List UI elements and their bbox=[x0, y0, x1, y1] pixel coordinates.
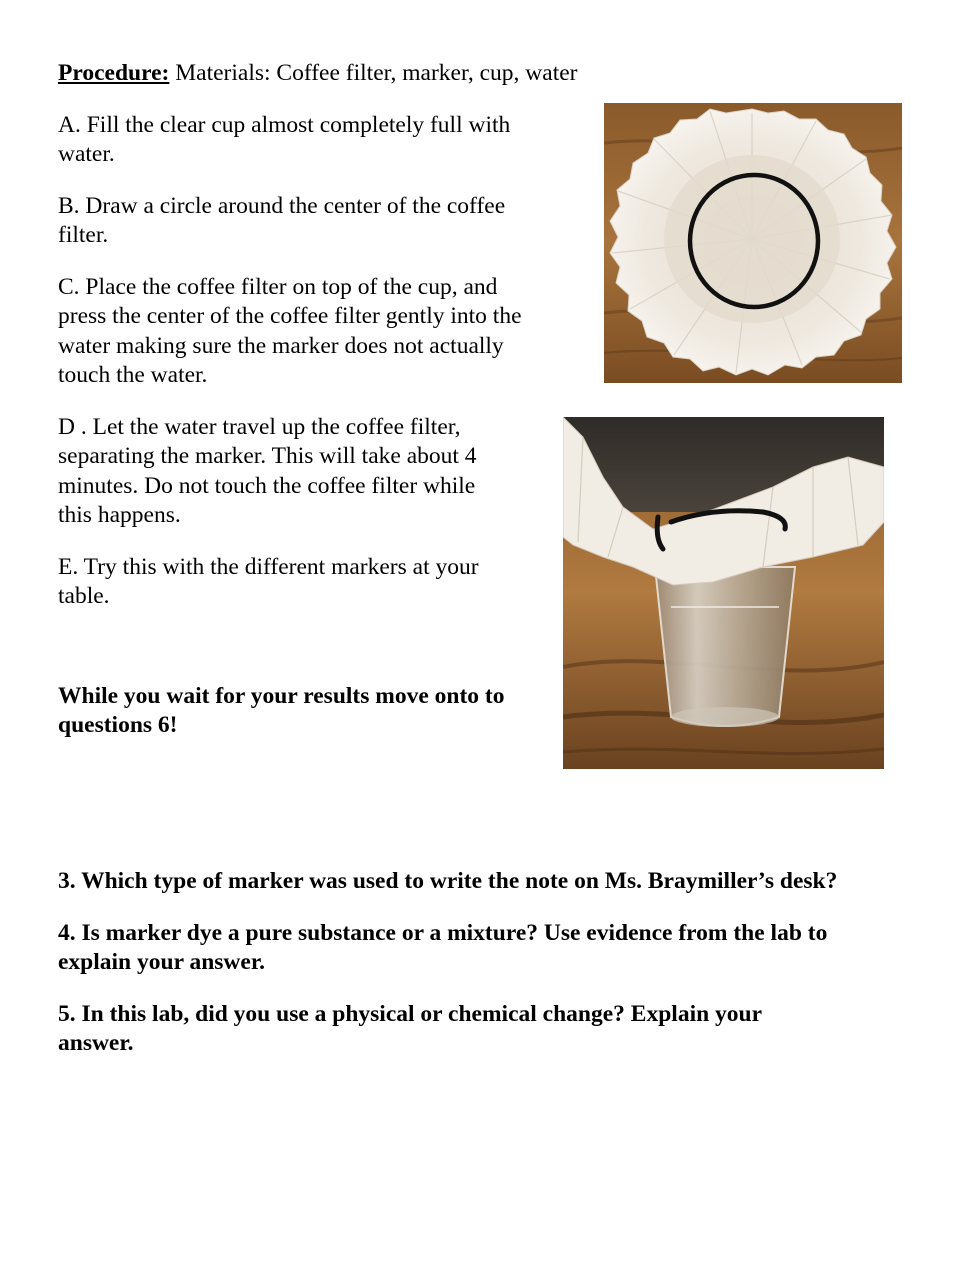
procedure-heading bbox=[58, 59, 577, 89]
step-d-line-4: this happens. bbox=[58, 502, 181, 528]
question-5-line-2: answer. bbox=[58, 1030, 134, 1056]
step-b-line-2: filter. bbox=[58, 222, 109, 248]
coffee-filter-photo bbox=[604, 103, 902, 383]
step-d-line-2: separating the marker. This will take about 4 bbox=[58, 443, 477, 469]
step-c-line-1: C. Place the coffee filter on top of the cup, and bbox=[58, 274, 498, 300]
step-d-line-1: D . Let the water travel up the coffee filter, bbox=[58, 414, 461, 440]
step-c-line-3: water making sure the marker does not actually bbox=[58, 333, 504, 359]
question-3: 3. Which type of marker was used to write the note on Ms. Braymiller’s desk? bbox=[58, 868, 838, 894]
step-e-line-1: E. Try this with the different markers at your bbox=[58, 554, 479, 580]
step-c-line-2: press the center of the coffee filter gently into the bbox=[58, 303, 522, 329]
wait-note-line-1: While you wait for your results move onto to bbox=[58, 683, 505, 709]
question-4-line-2: explain your answer. bbox=[58, 949, 265, 975]
question-5-line-1: 5. In this lab, did you use a physical or chemical change? Explain your bbox=[58, 1001, 763, 1027]
step-c-line-4: touch the water. bbox=[58, 362, 208, 388]
step-a-line-1: A. Fill the clear cup almost completely full with bbox=[58, 112, 511, 138]
procedure-label: Procedure: bbox=[58, 60, 170, 86]
step-b-line-1: B. Draw a circle around the center of the coffee bbox=[58, 193, 506, 219]
step-d-line-3: minutes. Do not touch the coffee filter while bbox=[58, 473, 476, 499]
filter-on-cup-photo bbox=[563, 417, 884, 769]
clear-cup bbox=[655, 567, 795, 726]
materials-text: Materials: Coffee filter, marker, cup, water bbox=[169, 60, 578, 86]
question-4-line-1: 4. Is marker dye a pure substance or a mixture? Use evidence from the lab to bbox=[58, 920, 828, 946]
wait-note-line-2: questions 6! bbox=[58, 712, 178, 738]
step-e-line-2: table. bbox=[58, 583, 110, 609]
step-a-line-2: water. bbox=[58, 141, 115, 167]
